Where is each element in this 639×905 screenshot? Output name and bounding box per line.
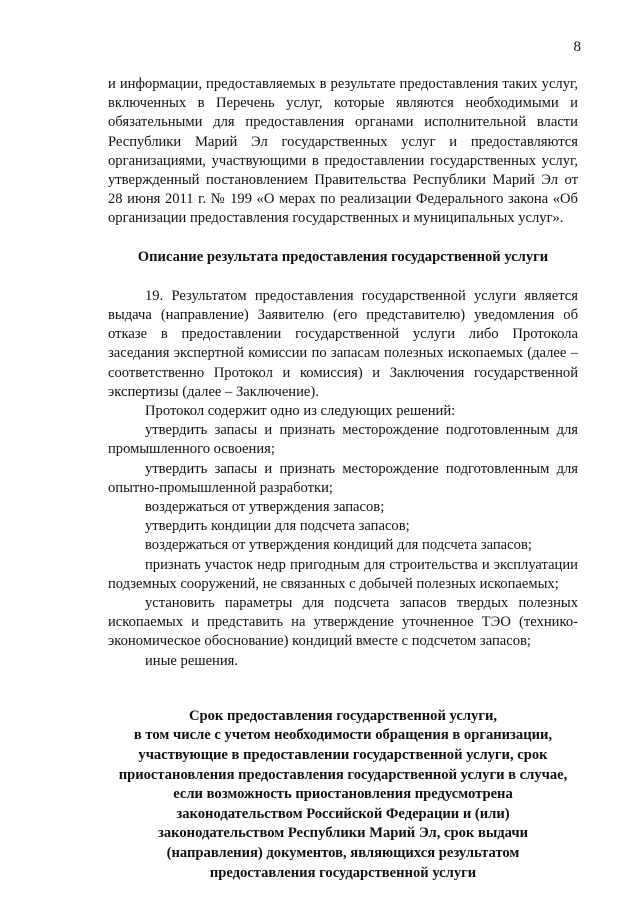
heading-line: (направления) документов, являющихся результатом: [166, 845, 520, 862]
decision-item: воздержаться от утверждения кондиций для подсчета запасов;: [145, 537, 532, 554]
decision-item: иные решения.: [145, 652, 239, 669]
result-section-title: Описание результата предоставления государственной услуги: [137, 248, 549, 265]
page-number: 8: [573, 39, 581, 55]
heading-line: законодательством Республики Марий Эл, срок выдачи: [157, 825, 528, 842]
heading-line: законодательством Российской Федерации и (или): [176, 805, 510, 822]
protocol-intro-paragraph: Протокол содержит одно из следующих решений:: [145, 403, 456, 420]
decision-item: утвердить запасы и признать месторождение подготовленным для промышленного освоения;: [108, 422, 578, 458]
decision-list: [108, 421, 578, 671]
intro-paragraph: и информации, предоставляемых в результате предоставления таких услуг, включенных в Перечень услуг, которые являются необходимыми и обязательными для предоставления органами исполнительной власти Республики Марий Эл государственных услуг и предоставляются организациями, участвующими в предоставлении государственных услуг, утвержденный постановлением Правительства Республики Марий Эл от 28 июня 2011 г. № 199 «О мерах по реализации Федерального закона «Об организации предоставления государственных и муниципальных услуг».: [108, 76, 578, 227]
item-19-paragraph: 19. Результатом предоставления государственной услуги является выдача (направление) Заявителю (его представителю) уведомления об отказе в предоставлении государственной услуги либо Протокола заседания экспертной комиссии по запасам полезных ископаемых (далее – соответственно Протокол и комиссия) и Заключения государственной экспертизы (далее – Заключение).: [108, 287, 578, 400]
heading-line: предоставления государственной услуги: [209, 864, 477, 881]
decision-item: утвердить запасы и признать месторождение подготовленным для опытно-промышленной разработки;: [108, 460, 578, 496]
heading-line: в том числе с учетом необходимости обращения в организации,: [133, 727, 553, 744]
decision-item: воздержаться от утверждения запасов;: [145, 499, 385, 516]
heading-line: участвующие в предоставлении государственной услуги, срок: [138, 747, 548, 764]
decision-item: признать участок недр пригодным для строительства и эксплуатации подземных сооружений, не связанных с добычей полезных ископаемых;: [108, 556, 578, 592]
heading-line: если возможность приостановления предусмотрена: [173, 786, 513, 803]
decision-item: утвердить кондиции для подсчета запасов;: [145, 518, 410, 535]
term-section-heading: [108, 707, 578, 883]
heading-line: приостановления предоставления государственной услуги в случае,: [118, 766, 568, 783]
page-content: [108, 75, 578, 883]
decision-item: установить параметры для подсчета запасов твердых полезных ископаемых и представить на утверждение уточненное ТЭО (технико-экономическое обоснование) кондиций вместе с подсчетом запасов;: [108, 595, 578, 650]
heading-line: Срок предоставления государственной услуги,: [188, 707, 498, 724]
